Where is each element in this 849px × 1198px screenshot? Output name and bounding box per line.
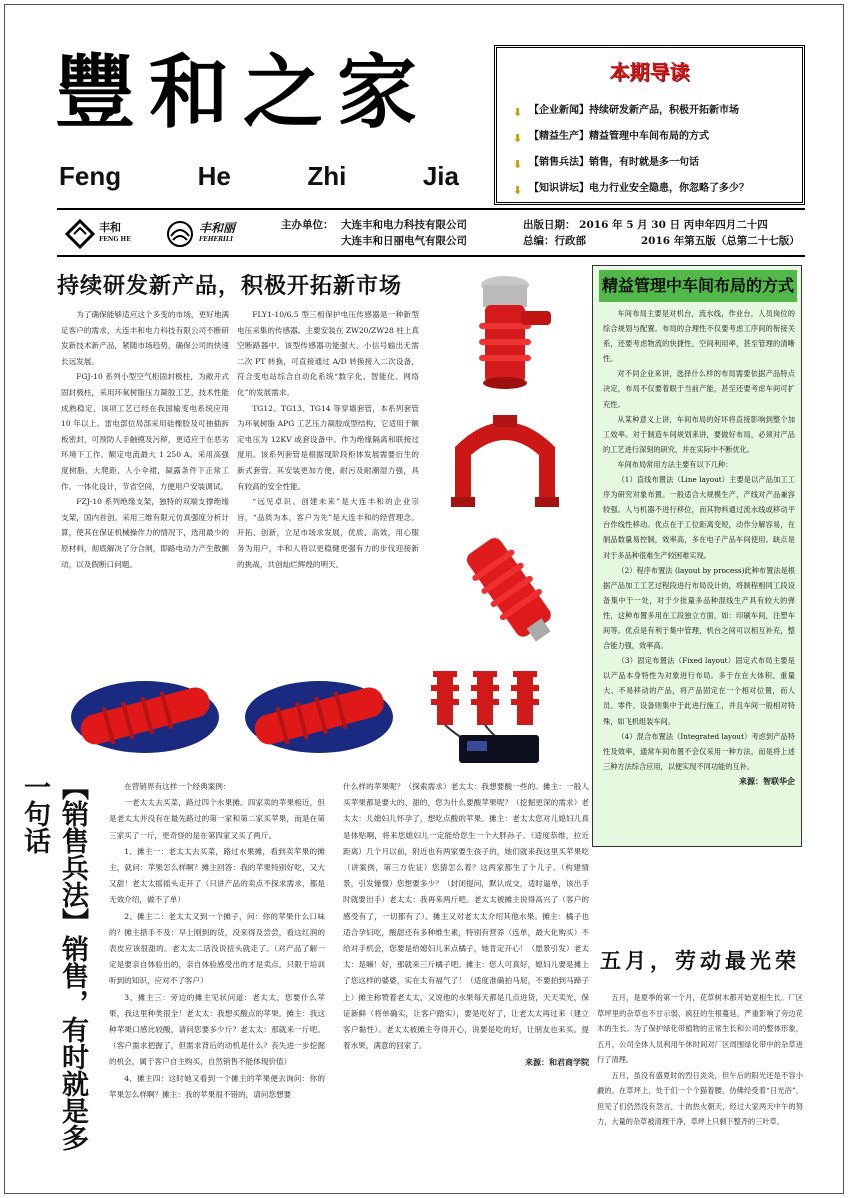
- fenghe-logo: [65, 218, 145, 250]
- news-column-1: [61, 307, 229, 572]
- table-of-contents: [494, 45, 805, 205]
- sales-tag: 【销售兵法】: [57, 773, 88, 935]
- feherili-logo-icon: [165, 219, 195, 249]
- paragraph: “远见卓识、创建未来”是大连丰和的企业宗旨，“品质为本，客户为先”是大连丰和的经营理念。开拓、创新，立足市场求发展，优质、高效，用心服务为用户，丰和人将以更稳健更强有力的步伐迎接新的挑战，共创灿烂辉煌的明天。: [237, 497, 419, 569]
- lean-management-box: [592, 265, 802, 847]
- bushing-product-image-2: [239, 665, 399, 765]
- bushing-product-image-1: [65, 665, 225, 765]
- paragraph: （2）程序布置法 (layout by process)此种布置法是根据产品加工工艺过程段进行布局设计的，将制程相同工段设备集中于一处，对于少批量多品种混线生产具有较大的弹性，这种布置多用在工段独立方面，如：印刷车间，注塑车间等。优点是有利于集中管理，机台之间可以相互补充，整合能力强，效率高。: [603, 565, 795, 651]
- paragraph: （3）固定布置法（Fixed layout）固定式布局主要是以产品本身特性为对象进行布局。多于在在大体积、重量大、不易移动的产品，将产品固定在一个相对位置，而人员、零件、设备则集中于此进行施工，并且车间一般相对特殊，如飞机组装车间。: [603, 656, 795, 726]
- may-article: [597, 990, 803, 1130]
- editor-issue: 总编：行政部 2016 年第五版（总第二十七版）: [523, 235, 800, 247]
- paragraph: 1、摊主一：老太太去买菜，路过水果摊，看到卖苹果的摊主，就问：苹果怎么样啊？摊主回答：我的苹果特别好吃，又大又甜！老太太摇摇头走开了（只讲产品的卖点不探求需求，都是无效介绍，做不了单）: [109, 846, 325, 905]
- toc-item[interactable]: [513, 98, 749, 124]
- publisher-line2: 大连丰和日丽电气有限公司: [341, 235, 467, 247]
- publish-date: 出版日期： 2016 年 5 月 30 日 丙申年四月二十四: [523, 219, 768, 231]
- paragraph: 五月，虽没有盛夏时的烈日炎炎，但午后的阳光还是不容小觑的。在草坪上，处于们一个个猫着腰，仿佛经受着“日光浴”，但见了们仍然没有怨言，十的热火朝天，经过大家两天中午的努力，大量的杂草被清理干净，草坪上只剩下整齐的三叶草。: [597, 1070, 803, 1126]
- toc-item-label: 【知识讲坛】电力行业安全隐患，你忽略了多少？: [529, 183, 749, 194]
- logo-text: 丰和: [99, 221, 121, 234]
- toc-item[interactable]: [513, 150, 749, 176]
- paragraph: 五月，是夏季的第一个月，花草树木都开始竟相生长。厂区草坪里的杂草也不甘示弱，疯狂的生根蔓延，严重影响了旁边花木的生长。为了保护绿化带植物的正常生长和公司的整体形象，五月，公司全体人员利用午休时间对厂区周围绿化带中的杂草进行了清理。: [597, 993, 803, 1064]
- masthead-pinyin: [59, 161, 459, 192]
- sales-column-2: [343, 779, 589, 1071]
- publisher-line1: 大连丰和电力科技有限公司: [341, 219, 467, 231]
- sensor-product-image: [445, 527, 575, 652]
- sales-slogan: 销售，有时就是多一句话: [19, 773, 88, 1151]
- bracket-product-image: [435, 397, 575, 522]
- paragraph: TG12、TG13、TG14 等穿墙套管，本系列套管为环氧树脂 APG 工艺压力凝胶成型结构，它适用于额定电压为 12KV 或套设备中。作为绝缘隔离和联接过度用。该系列套管是根据现阶段柜体发展需要衍生的新式套管。其安装更加方便，耐污及耐潮湿力强，具有较高的安全性能。: [237, 403, 419, 491]
- pinyin-word: He: [197, 161, 231, 191]
- toc-item-label: 【企业新闻】持续研发新产品，积极开拓新市场: [529, 105, 739, 116]
- toc-item-label: 【精益生产】精益管理中车间布局的方式: [529, 131, 709, 142]
- toc-item-label: 【销售兵法】销售，有时就是多一句话: [529, 157, 699, 168]
- paragraph: 2、摊主二：老太太又到一个摊子，问：你的苹果什么口味的？摊主措手不及：早上刚到的货，没来得及尝尝，看这红润的表皮应该很甜的。老太太二话没说扭头就走了。（对产品了解一定是要亲自体验出的，亲自体验感受出的才是卖点。只限于培训听到的知识，应对不了客户）: [109, 911, 325, 986]
- sales-column-1: [109, 779, 325, 1103]
- fenghe-logo-icon: [65, 219, 95, 249]
- lean-body: [603, 306, 795, 789]
- paragraph: 从某种意义上讲，车间布局的好坏将直接影响到整个加工效率。对于制造车间规划来讲，要做好布局，必须对产品的工艺进行深刻的研究，并在实际中不断优化。: [603, 414, 795, 454]
- paragraph: 4、摊主四：这时她又看到一个摊主的苹果便去询问：你的苹果怎么样啊？摊主：我的苹果很不错的，请问您想要: [109, 1073, 325, 1099]
- lean-source: 来源：智联华企: [739, 775, 795, 786]
- paragraph: 为了确保能够适应这个多变的市场，更好地满足客户的需求，大连丰和电力科技有限公司不断研发新技术新产品，紧随市场趋势，确保公司的快速长远发展。: [61, 310, 229, 366]
- arrow-down-icon: ⬇: [513, 132, 523, 145]
- logo-text: 丰和丽: [199, 221, 236, 235]
- sales-source: 来源：和君商学院: [525, 1057, 589, 1068]
- pinyin-word: Jia: [422, 161, 459, 191]
- news-headline: 持续研发新产品，积极开拓新市场: [57, 274, 403, 299]
- pinyin-word: Feng: [59, 161, 122, 191]
- arrow-down-icon: ⬇: [513, 106, 523, 119]
- news-column-2: [237, 307, 419, 572]
- divider: [57, 208, 805, 210]
- paragraph: 车间布局主要是对机台，流水线，作业台，人员岗位的综合规划与配置。布局的合理性不仅要考虑工序间的衔接关系，还要考虑物流的快捷性，空间利用率，甚至管理的清晰性。: [603, 309, 795, 364]
- paragraph: 什么样的苹果呢？（探索需求）老太太：我想要酸一些的。摊主：一般人买苹果都是要大的、甜的，您为什么要酸苹果呢？（挖掘更深的需求）老太太：儿媳妇儿怀孕了，想吃点酸的苹果。摊主：老太太您对儿媳妇儿真是体贴啊，将来您媳妇儿一定能给您生一个大胖孙子。（适度恭维，拉近距离）几个月以前，附近也有两家要生孩子的，她们就来我这里买苹果吃（讲案例，第三方佐证）您猜怎么着？这两家都生了个儿子。（构建情景，引发憧憬）您想要多少？（封闭提问，默认成交，适时逼单，该出手时就要出手）老太太：我再来两斤吧。老太太被摊主说得高兴了（客户的感受有了，一切都有了）。摊主又对老太太介绍其他水果。摊主：橘子也适合孕妇吃，酸甜还有多种维生素，特别有营养（连单，最大化购买）不给对手机会，您要是给媳妇儿来点橘子，她肯定开心！（愿景引发）老太太：是嘛！好，那就来三斤橘子吧。摊主：您人可真好，媳妇儿要是摊上了您这样的婆婆，实在太有福气了！（适度准确拍马屁，不要拍到马蹄子上）摊主称赞着老太太，又说他的水果每天都是几点进货，天天卖光，保证新鲜（将单确实，让客户踏实），要是吃好了，让老太太再过来（建立客户黏性）。老太太被摊主夸得开心，说要是吃的好，让朋友也来买。提着水果，满意的回家了。: [343, 782, 589, 1051]
- lean-title: 精益管理中车间布局的方式: [599, 270, 797, 302]
- logo-subtext: FENG HE: [99, 236, 131, 243]
- may-headline: 五月，劳动最光荣: [600, 949, 800, 973]
- paragraph: 一老太太去买菜，路过四个水果摊。四家卖的苹果相近，但是老太太并没有在最先路过的第一家和第二家买苹果，而是在第三家买了一斤，更奇怪的是在第四家又买了两斤。: [109, 798, 325, 840]
- paragraph: 车间布局常用方法主要有以下几种：: [617, 459, 733, 469]
- paragraph: （1）直线布置法（Line layout）主要是以产品加工工序为研究对象布置。一般适合大规模生产，产线对产品兼容较强。人与机器不进行移位，而其物料通过流水线或移动平台作线性移动。优点在于工位距离变短，动作分解容易，在制品数量易控制，效率高，多在电子产品车间使用。缺点是对于多品种很难生产较困难实现。: [603, 475, 795, 560]
- paragraph: FGJ-10 系列小型空气柜固封极柱，为敞开式固封极柱，采用环氧树脂压力凝胶工艺，技术性能成熟稳定，该项工艺已经在我国输变电系统应用 10 年以上。雷电部位局部采用硅橡胶及可抽插拆板密封，可预防人手触摸及污秽，更适应于在恶劣环境下工作。额定电流最大 1 250 A。采用高强度树脂，大爬距、人小伞裙，凝露条件下正常工作。一体化设计，节省空间，方便用户安装调试。: [61, 372, 229, 491]
- paragraph: 对不同企业来讲，选择什么样的布局需要依据产品特点决定，布局不仅要着眼于当前产能，甚至还要考虑车间可扩充性。: [603, 369, 795, 409]
- paragraph: 在营销界有这样一个经典案例：: [124, 782, 231, 791]
- pinyin-word: Zhi: [307, 161, 347, 191]
- paragraph: 3、摊主三：旁边的摊主见状问道：老太太，您要什么苹果，我这里种类很全！老太太：我想买酸点的苹果。摊主：我这种苹果口感比较酸，请问您要多少斤？老太太：那就来一斤吧。（客户需求把握了，但需求背后的动机是什么？丧失进一步挖掘的机会，属于客户自主购买，自然销售不能体现价值）: [109, 992, 325, 1067]
- masthead-title: 豐和之家: [55, 45, 431, 139]
- paragraph: FZJ-10 系列绝缘支架，独特的双端支撑绝缘支架，国内首创。采用三维有限元仿真强度分析计算，使其在保证机械操作力的情况下，选用最少的原材料，彻底解决了分合闸，即路电动力产生散颤动，以及假断口问题。: [61, 497, 229, 569]
- newsletter-page: [4, 4, 844, 1194]
- logo-subtext: FEHERILI: [199, 236, 233, 243]
- feherili-logo: [165, 218, 265, 250]
- divider: [57, 255, 805, 257]
- three-phase-sensor-image: [415, 661, 585, 771]
- paragraph: FLY1-10/6.5 型三相保护电压传感器是一种新型电压采集的传感器。主要安装在 ZW20/ZW28 柱上真空断路器中。该型传感器功能强大，小信号输出无需二次 PT 转换，可直接通过 A/D 转换接入二次设备，符合变电站综合自动化系统“数字化、智能化、网络化”的发展需求。: [237, 310, 419, 397]
- toc-item[interactable]: [513, 124, 749, 150]
- publisher-label: 主办单位：: [281, 219, 334, 231]
- pole-product-image: [435, 267, 575, 392]
- toc-item[interactable]: [513, 176, 749, 202]
- arrow-down-icon: ⬇: [513, 184, 523, 197]
- paragraph: （4）混合布置法（Integrated layout）考虑到产品特性及效率，通常车间布置不会仅采用一种方法，而是将上述三种方法综合应用，以便实现不同功能的互补。: [603, 731, 795, 771]
- sales-vertical-title: [19, 773, 91, 1173]
- toc-title: 本期导读: [609, 60, 690, 84]
- arrow-down-icon: ⬇: [513, 158, 523, 171]
